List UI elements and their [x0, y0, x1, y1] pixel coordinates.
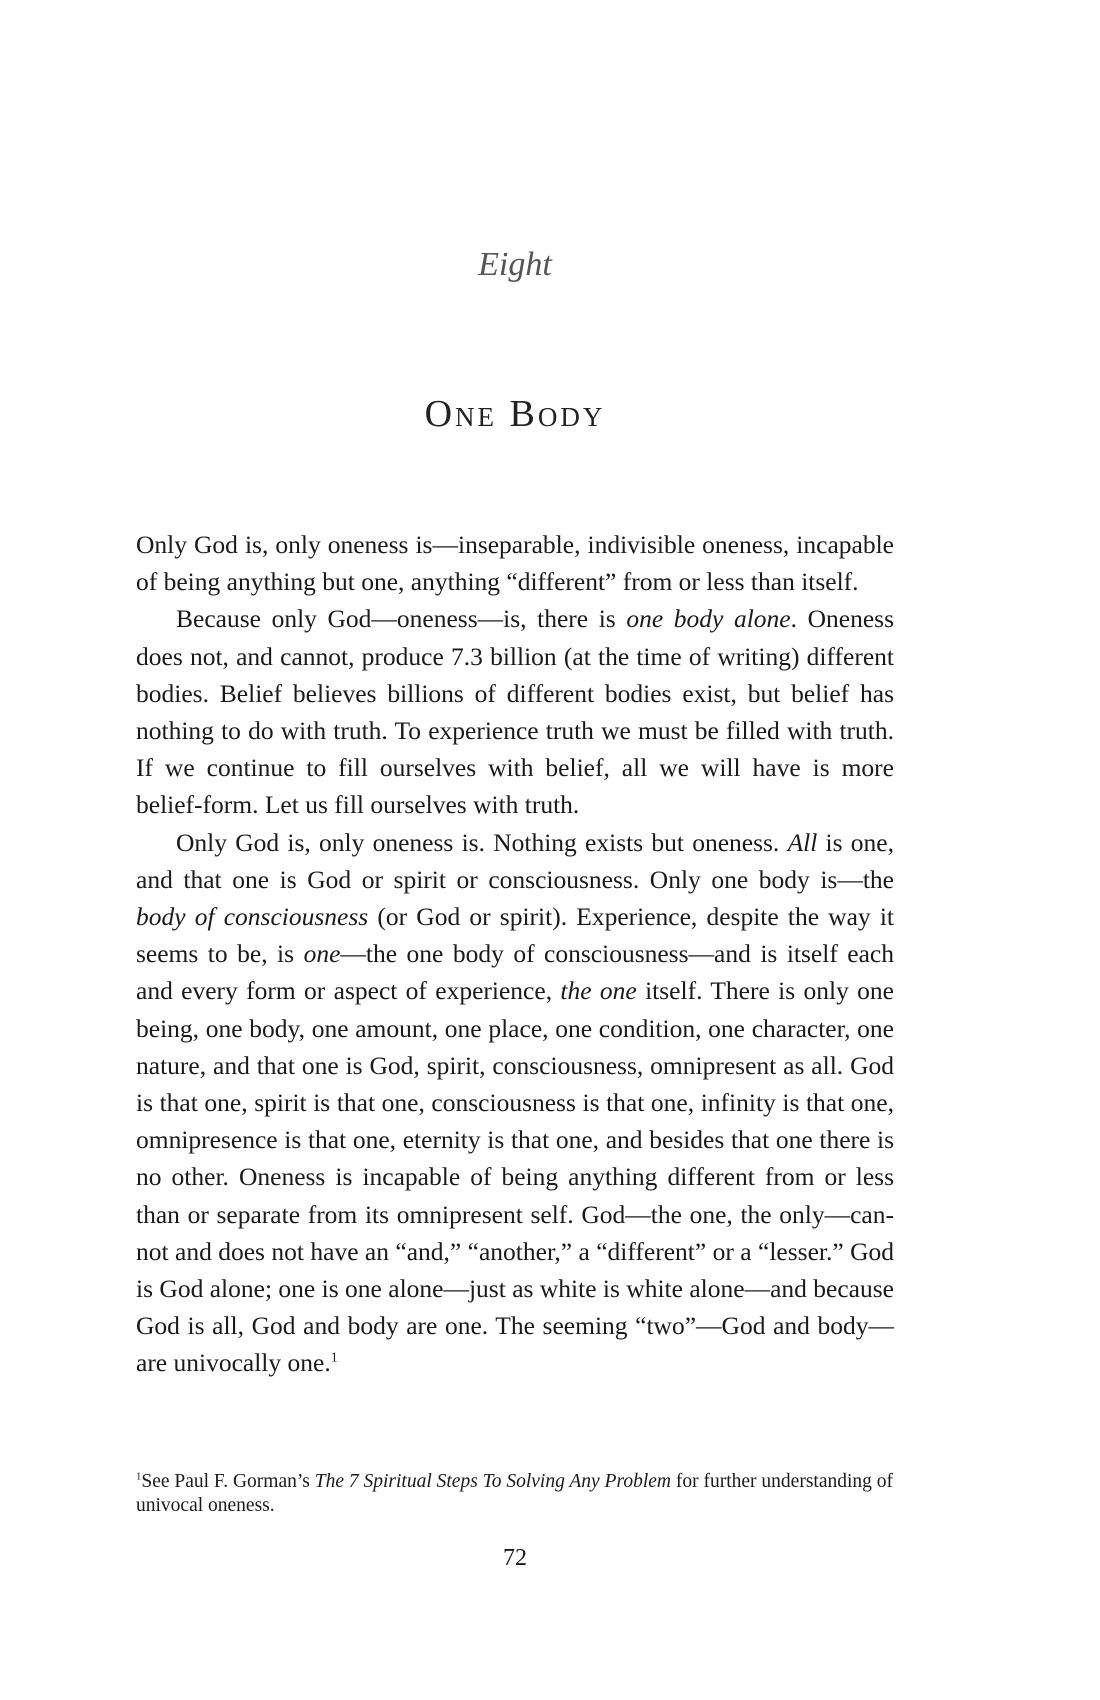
emphasis: the one — [560, 976, 637, 1006]
emphasis: one — [303, 939, 341, 969]
paragraph-text: . Oneness does not, and cannot, produce 7.3 billion (at the time of writing) different bodies. Belief believes billions of different bodies exist, but belief has nothing to do with truth. To experience truth we must be filled with truth. If we continue to fill ourselves with belief, all we will have is more belief-form. Let us fill ourselves with truth. — [136, 604, 894, 820]
paragraph-2 — [136, 600, 894, 823]
paragraph-text: itself. There is only one being, one body, one amount, one place, one condition, one character, one nature, and that one is God, spirit, consciousness, omnipresent as all. God is that one, spirit is that one, consciousness is that one, infinity is that one, omnipresence is that one, eternity is that one, and besides that one there is no other. Oneness is incapable of being anything different from or less than or separate from its omnipresent self. God—the one, the only—cannot and does not have an “and,” “another,” a “different” or a “lesser.” God is God alone; one is one alone—just as white is white alone—and because God is all, God and body are one. The seeming “two”—God and body—are univocally one. — [136, 976, 894, 1378]
footnote — [136, 1470, 894, 1518]
paragraph-1 — [136, 526, 894, 600]
footnote-book-title: The 7 Spiritual Steps To Solving Any Problem — [314, 1471, 671, 1492]
paragraph-text: Because only God—oneness—is, there is — [176, 604, 627, 634]
footnote-marker: 1 — [136, 1470, 142, 1483]
body-text — [136, 526, 894, 1382]
chapter-number: Eight — [478, 246, 552, 283]
emphasis: All — [787, 827, 818, 857]
paragraph-text: —the one body of consciousness—and is itself each and every form or aspect of experience, — [136, 939, 895, 1006]
paragraph-text: is one, and that one is God or spirit or consciousness. Only one body is—the — [136, 827, 895, 894]
emphasis: one body alone — [626, 604, 791, 634]
footnote-text: See Paul F. Gorman’s — [141, 1471, 315, 1492]
paragraph-text: Only God is, only oneness is—inseparable, indivisible oneness, incapable of being anything but one, anything “different” from or less than itself. — [136, 530, 894, 597]
paragraph-3 — [136, 824, 894, 1382]
paragraph-text: Only God is, only oneness is. Nothing exists but oneness. — [176, 827, 788, 857]
chapter-title: One Body — [424, 393, 606, 435]
paragraph-text: (or God or spirit). Experience, despite the way it seems to be, is — [136, 902, 895, 969]
footnote-reference[interactable]: 1 — [330, 1350, 338, 1366]
page-number: 72 — [503, 1545, 527, 1571]
footnote-text: for further understanding of univocal oneness. — [136, 1471, 894, 1516]
emphasis: body of consciousness — [136, 902, 369, 932]
